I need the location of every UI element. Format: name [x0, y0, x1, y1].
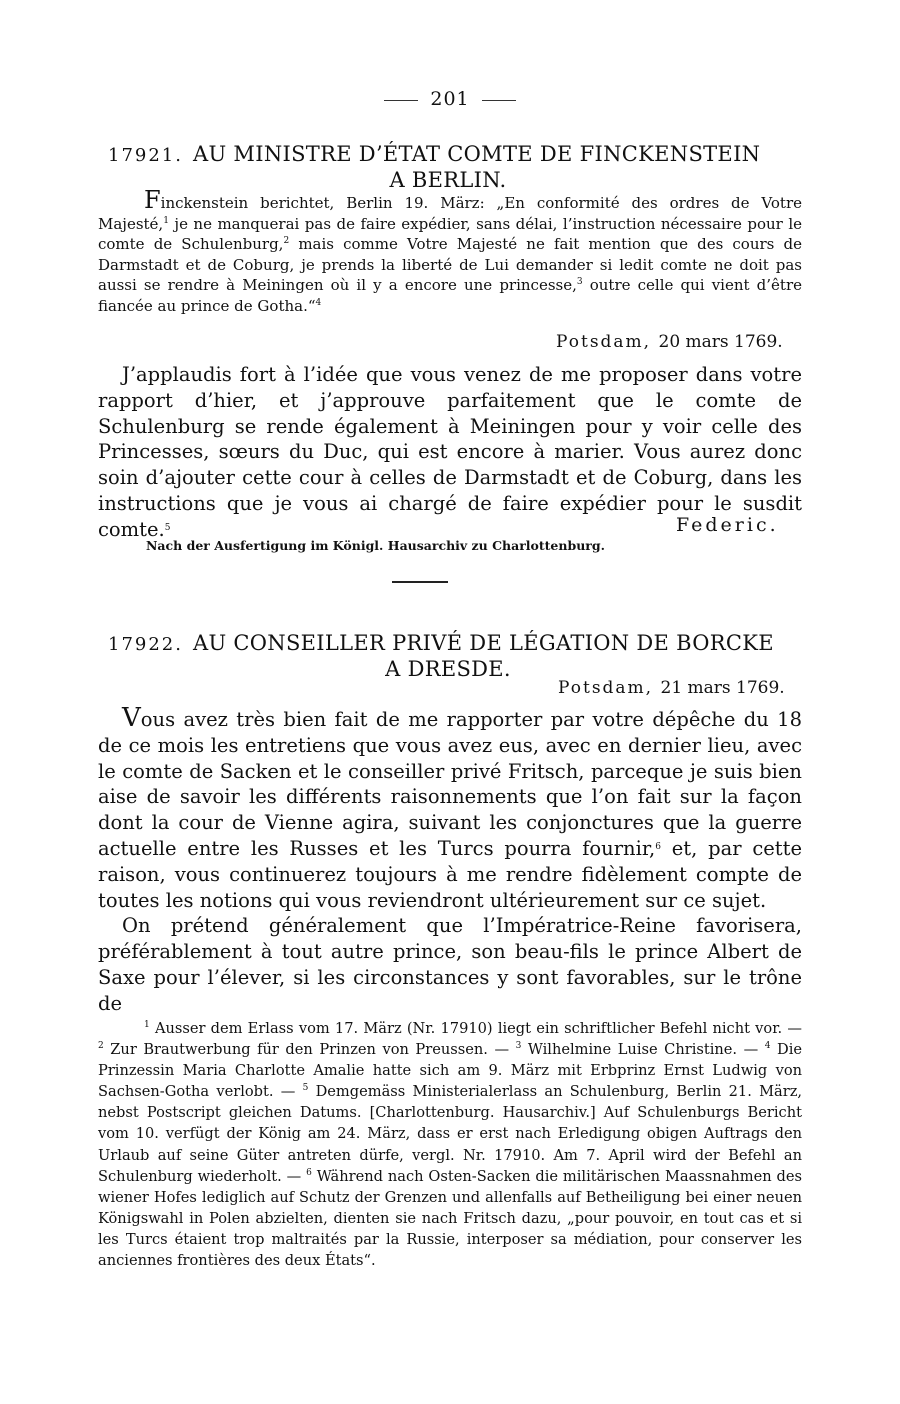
letter-1-number: 17921. [108, 145, 183, 166]
letter-1-title-line1: AU MINISTRE D’ÉTAT COMTE DE FINCKENSTEIN [192, 142, 761, 166]
footnote-2: Zur Brautwerbung für den Prinzen von Preussen. — [110, 1041, 510, 1059]
footnote-6: Während nach Osten-Sacken die militärischen Maassnahmen des wiener Hofes lediglich auf Schutz der Grenzen und allenfalls auf Betheiligung bei einer neuen Königswahl in Polen abzielten, dienten sie nach Fritsch dazu, „pour pouvoir, en tout cas et si les Turcs étaient trop maltraités par la Russie, interposer sa médiation, pour conserver les anciennes frontières des deux États“. [98, 1167, 803, 1270]
letter-1-summary: Finckenstein berichtet, Berlin 19. März: „En conformité des ordres de Votre Majesté,$^1$ je ne manquerai pas de faire expédier, sans délai, l’instruction nécessaire pour le comte de Schulenburg,$^2$ mais comme Votre Majesté ne fait mention que des cours de Darmstadt et de Coburg, je prends la liberté de Lui demander si ledit comte ne doit pas aussi se rendre à Meiningen où il y a encore une princesse,$^3$ outre celle qui vient d’être fiancée au prince de Gotha.“$^4$ [98, 186, 802, 315]
footnote-block: $^1$ Ausser dem Erlass vom 17. März (Nr. 17910) liegt ein schriftlicher Befehl nicht vor. — $^2$ Zur Brautwerbung für den Prinzen von Preussen. — $^3$ Wilhelmine Luise Christine. — $^4$ Die Prinzessin Maria Charlotte Amalie hatte sich am 9. März mit Erbprinz Ernst Ludwig von Sachsen-Gotha verlobt. — $^5$ Demgemäss Ministerialerlass an Schulenburg, Berlin 21. März, nebst Postscript gleichen Datums. [Charlottenburg. Hausarchiv.] Auf Schulenburgs Bericht vom 10. verfügt der König am 24. März, dass er erst nach Erledigung obigen Auftrags den Urlaub auf seine Güter antreten dürfe, vergl. Nr. 17910. Am 7. April wird der Befehl an Schulenburg wiederholt. — $^6$ Während nach Osten-Sacken die militärischen Maassnahmen des wiener Hofes lediglich auf Schutz der Grenzen und allenfalls auf Betheiligung bei einer neuen Königswahl in Polen abzielten, dienten sie nach Fritsch dazu, „pour pouvoir, en tout cas et si les Turcs étaient trop maltraités par la Russie, interposer sa médiation, pour conserver les anciennes frontières des deux États“. [98, 1020, 803, 1270]
letter-2-number: 17922. [108, 634, 183, 655]
letter-1-title-line2: A BERLIN. [389, 168, 507, 192]
letter-1-source: Nach der Ausfertigung im Königl. Hausarchiv zu Charlottenburg. [146, 538, 605, 553]
footnote-5: Demgemäss Ministerialerlass an Schulenburg, Berlin 21. März, nebst Postscript gleichen Datums. [Charlottenburg. Hausarchiv.] Auf Schulenburgs Bericht vom 10. verfügt der König am 24. März, dass er erst nach Erledigung obigen Auftrags den Urlaub auf seine Güter antreten dürfe, vergl. Nr. 17910. Am 7. April wird der Befehl an Schulenburg wiederholt. — [98, 1083, 803, 1185]
footnote-1: Ausser dem Erlass vom 17. März (Nr. 17910) liegt ein schriftlicher Befehl nicht vor. — [154, 1020, 802, 1037]
footnote-3: Wilhelmine Luise Christine. — [527, 1041, 759, 1059]
letter-2-heading [108, 631, 788, 681]
footnote-4: Die Prinzessin Maria Charlotte Amalie hatte sich am 9. März mit Erbprinz Ernst Ludwig von Sachsen-Gotha verlobt. — [98, 1041, 803, 1101]
footnotes [98, 1018, 802, 1271]
page-number-left-dash [384, 100, 418, 101]
letter-2-body [98, 703, 802, 1017]
page-number-right-dash [482, 100, 516, 101]
letter-2-paragraph-1: Vous avez très bien fait de me rapporter par votre dépêche du 18 de ce mois les entretiens que vous avez eus, avec en dernier lieu, avec le comte de Sacken et le conseiller privé Fritsch, parceque je suis bien aise de savoir les différents raisonnements que l’on fait sur la façon dont la cour de Vienne agira, suivant les conjonctures que la guerre actuelle entre les Russes et les Turcs pourra fournir,$^6$ et, par cette raison, vous continuerez toujours à me rendre fidèlement compte de toutes les notions qui vous reviendront ultérieurement sur ce sujet. [98, 703, 802, 912]
letter-2-title-line1: AU CONSEILLER PRIVÉ DE LÉGATION DE BORCKE [192, 631, 774, 655]
section-divider [392, 581, 448, 583]
letter-1-paragraph: J’applaudis fort à l’idée que vous venez de me proposer dans votre rapport d’hier, et j’approuve parfaitement que le comte de Schulenburg se rende également à Meiningen pour y voir celle des Princesses, sœurs du Duc, qui est encore à marier. Vous aurez donc soin d’ajouter cette cour à celles de Darmstadt et de Coburg, dans les instructions que je vous ai chargé de faire expédier pour le susdit comte.$^5$ [98, 363, 802, 541]
letter-1-place-date: Potsdam, 20 mars 1769. [556, 332, 783, 352]
letter-2-paragraph-2: On prétend généralement que l’Impératrice-Reine favorisera, préférablement à tout autre prince, son beau-fils le prince Albert de Saxe pour l’élever, si les circonstances y sont favorables, sur le trône de [98, 914, 802, 1015]
summary-initial: F [144, 186, 161, 214]
letter-2-title-line2: A DRESDE. [385, 657, 511, 681]
letter-2-place-date: Potsdam, 21 mars 1769. [558, 678, 785, 698]
page-number-text: 201 [430, 88, 470, 110]
page-number [0, 88, 900, 110]
letter-1-signature: Federic. [676, 514, 779, 536]
letter-1-heading [108, 142, 788, 192]
